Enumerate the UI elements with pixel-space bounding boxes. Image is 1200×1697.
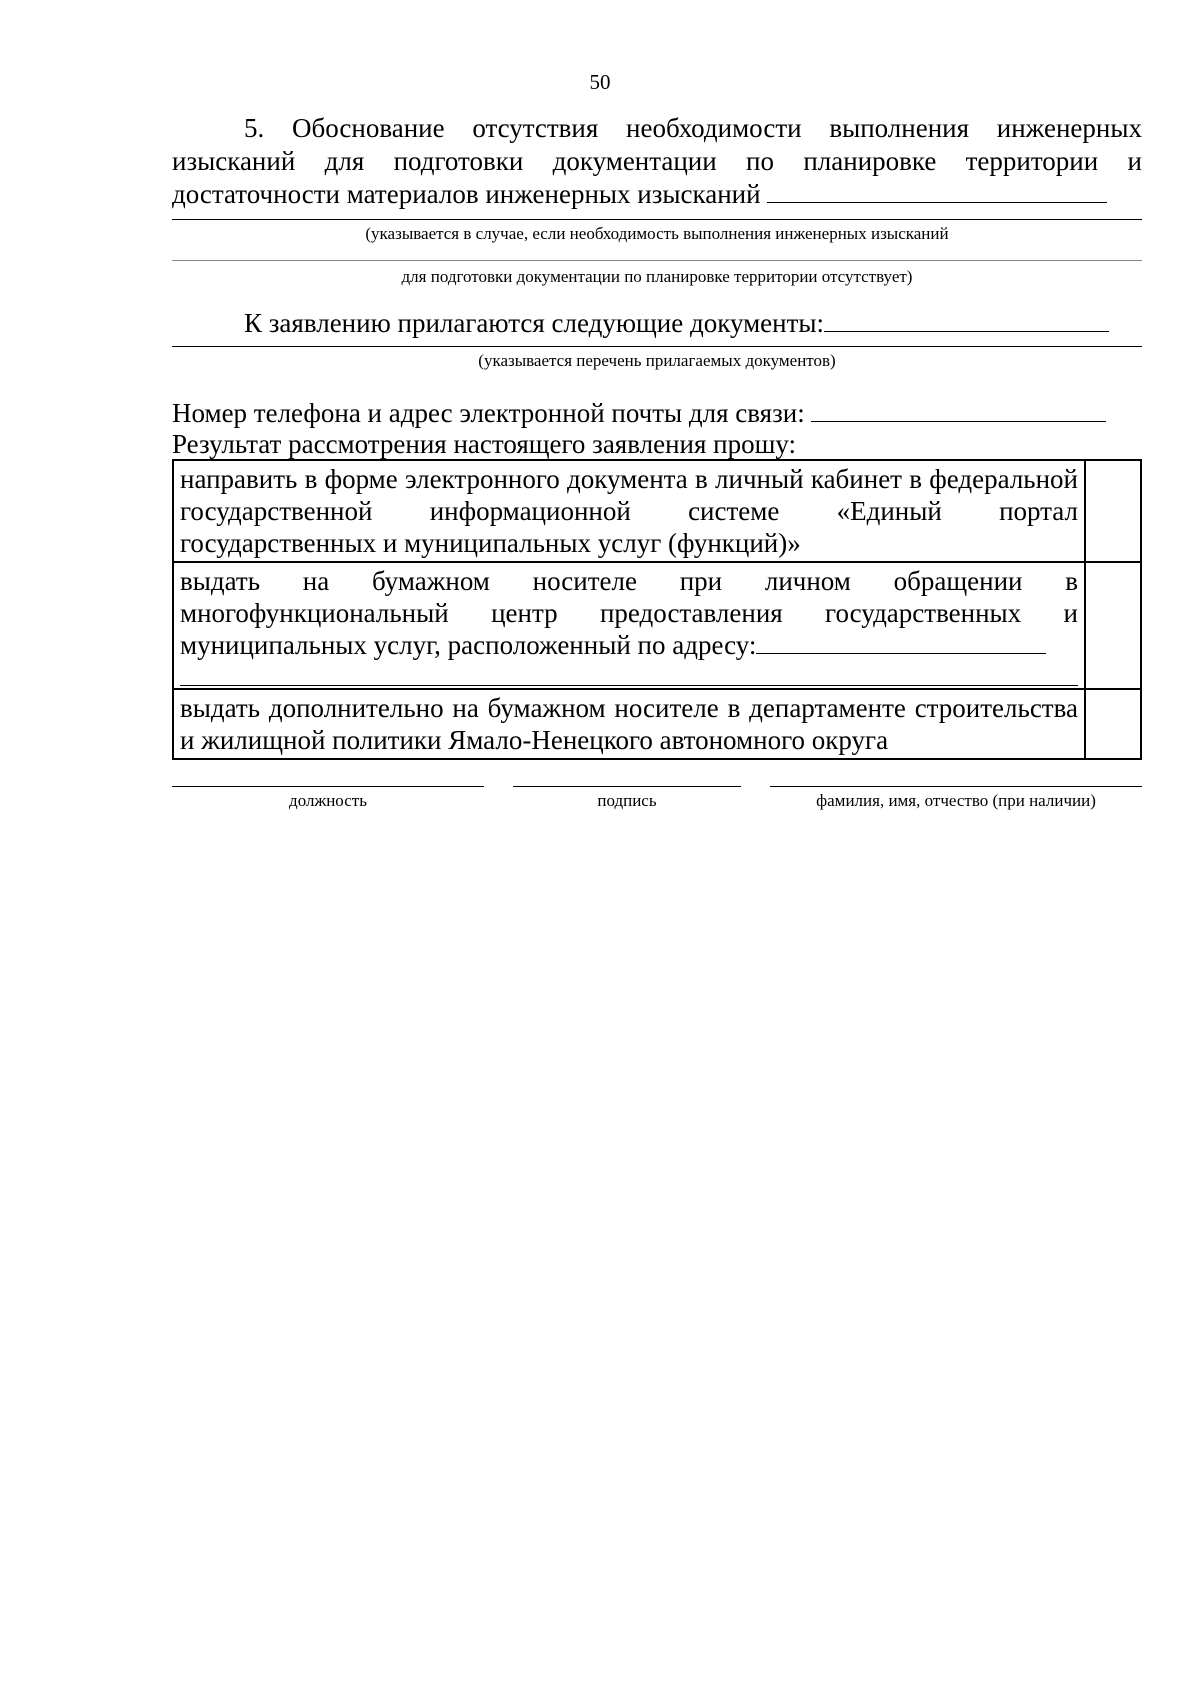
form-body (172, 112, 1142, 812)
section-5-paragraph (172, 112, 1142, 211)
phone-email-label: Номер телефона и адрес электронной почты для связи: (172, 398, 805, 428)
attachments-text: К заявлению прилагаются следующие документы: (244, 308, 825, 338)
attachments-fill-line[interactable] (824, 309, 1109, 332)
section-5-fill-line-3[interactable] (172, 260, 1142, 261)
result-option-row (173, 562, 1141, 689)
attachments-fill-line-2[interactable] (172, 346, 1142, 347)
result-option-text: направить в форме электронного документа в личный кабинет в федеральной государственной информационной системе «Единый портал государственных и муниципальных услуг (функций)» (173, 460, 1085, 562)
page-number: 50 (589, 70, 611, 94)
result-option-checkbox[interactable] (1085, 562, 1141, 689)
attachments-paragraph (172, 307, 1142, 340)
signature-field (513, 786, 741, 812)
result-option-row (173, 460, 1141, 562)
phone-email-fill-line[interactable] (811, 399, 1106, 422)
address-fill-line[interactable] (756, 631, 1046, 654)
signature-line[interactable] (513, 786, 741, 787)
result-option-cell (173, 562, 1085, 689)
name-field (770, 786, 1142, 812)
section-5-fill-line-2[interactable] (172, 219, 1142, 220)
result-option-row (173, 689, 1141, 759)
section-5-hint-1: (указывается в случае, если необходимость выполнения инженерных изысканий (365, 224, 949, 243)
section-5-fill-line[interactable] (767, 180, 1107, 203)
position-line[interactable] (172, 786, 484, 787)
result-option-text: выдать дополнительно на бумажном носителе в департаменте строительства и жилищной политики Ямало-Ненецкого автономного округа (173, 689, 1085, 759)
result-option-checkbox[interactable] (1085, 689, 1141, 759)
position-label: должность (289, 791, 367, 810)
contact-paragraph (172, 397, 1142, 429)
address-fill-line-2[interactable] (180, 685, 1078, 686)
name-label: фамилия, имя, отчество (при наличии) (816, 791, 1096, 810)
result-options-table (172, 459, 1142, 760)
attachments-hint: (указывается перечень прилагаемых документов) (478, 351, 836, 370)
section-5-hint-2: для подготовки документации по планировке территории отсутствует) (401, 267, 913, 286)
signature-label: подпись (597, 791, 657, 810)
signature-row (172, 786, 1142, 812)
section-5-text: 5. Обоснование отсутствия необходимости выполнения инженерных изысканий для подготовки документации по планировке территории и достаточности материалов инженерных изысканий (172, 113, 1142, 209)
result-option-text: выдать на бумажном носителе при личном обращении в многофункциональный центр предоставления государственных и муниципальных услуг, расположенный по адресу: (180, 566, 1078, 660)
result-label: Результат рассмотрения настоящего заявления прошу: (172, 429, 797, 459)
name-line[interactable] (770, 786, 1142, 787)
result-option-checkbox[interactable] (1085, 460, 1141, 562)
position-field (172, 786, 484, 812)
